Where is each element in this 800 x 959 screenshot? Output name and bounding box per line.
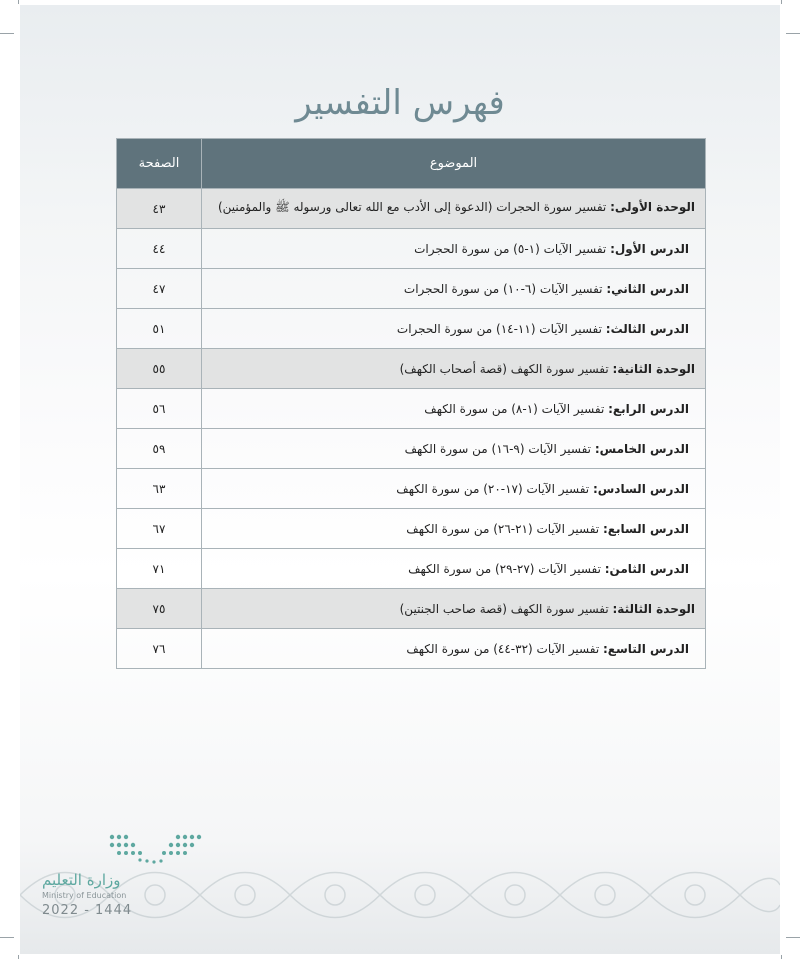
row-text: تفسير الآيات (٩-١٦) من سورة الكهف (404, 441, 595, 456)
crop-mark (18, 0, 19, 4)
row-label: الدرس الأول: (610, 241, 689, 256)
toc-row (117, 469, 706, 509)
row-topic (202, 429, 706, 469)
row-topic (202, 509, 706, 549)
crop-mark (786, 937, 800, 938)
row-topic (202, 469, 706, 509)
row-text: تفسير الآيات (١١-١٤) من سورة الحجرات (396, 321, 606, 336)
crop-mark (0, 937, 14, 938)
row-label: الدرس السادس: (592, 481, 689, 496)
row-page: ٥٦ (117, 389, 202, 429)
row-label: الدرس التاسع: (602, 641, 689, 656)
crop-mark (781, 0, 782, 4)
row-page: ٦٣ (117, 469, 202, 509)
row-page: ٦٧ (117, 509, 202, 549)
row-page: ٧١ (117, 549, 202, 589)
row-text: تفسير الآيات (٣٢-٤٤) من سورة الكهف (406, 641, 603, 656)
ministry-name: وزارة التعليم (42, 871, 121, 889)
row-topic (202, 309, 706, 349)
row-page: ٧٥ (117, 589, 202, 629)
row-topic (202, 189, 706, 229)
row-text: تفسير الآيات (٢١-٢٦) من سورة الكهف (406, 521, 603, 536)
row-text: تفسير الآيات (١-٨) من سورة الكهف (424, 401, 609, 416)
crop-mark (786, 33, 800, 34)
toc-row (117, 269, 706, 309)
row-label: الدرس الثالث: (605, 321, 689, 336)
row-topic (202, 229, 706, 269)
toc-row (117, 429, 706, 469)
toc-table (116, 138, 706, 669)
row-page: ٧٦ (117, 629, 202, 669)
row-label: الدرس الخامس: (594, 441, 689, 456)
toc-row (117, 309, 706, 349)
row-page: ٥٥ (117, 349, 202, 389)
row-text: تفسير الآيات (١-٥) من سورة الحجرات (414, 241, 611, 256)
toc-row (117, 589, 706, 629)
ministry-subtitle: Ministry of Education (42, 891, 127, 900)
row-label: الدرس السابع: (602, 521, 689, 536)
crop-mark (781, 955, 782, 959)
toc-row (117, 549, 706, 589)
row-topic (202, 389, 706, 429)
row-label: الدرس الرابع: (608, 401, 689, 416)
row-text: تفسير سورة الكهف (قصة صاحب الجنتين) (399, 601, 613, 616)
page-title: فهرس التفسير (295, 83, 505, 123)
toc-row (117, 189, 706, 229)
header-topic: الموضوع (202, 139, 706, 189)
ministry-logo-icon (108, 833, 208, 869)
crop-mark (18, 955, 19, 959)
toc-row (117, 629, 706, 669)
ministry-logo (30, 833, 230, 938)
row-topic (202, 269, 706, 309)
row-topic (202, 549, 706, 589)
row-label: الوحدة الثالثة: (612, 601, 695, 616)
row-page: ٥٩ (117, 429, 202, 469)
header-page: الصفحة (117, 139, 202, 189)
row-label: الوحدة الثانية: (612, 361, 695, 376)
row-label: الدرس الثاني: (606, 281, 689, 296)
row-label: الدرس الثامن: (604, 561, 689, 576)
toc-row (117, 349, 706, 389)
edition-year: 2022 - 1444 (42, 903, 133, 918)
row-text: تفسير الآيات (٢٧-٢٩) من سورة الكهف (408, 561, 605, 576)
row-page: ٤٣ (117, 189, 202, 229)
toc-row (117, 509, 706, 549)
row-topic (202, 589, 706, 629)
toc-row (117, 229, 706, 269)
crop-mark (0, 33, 14, 34)
toc-header-row (117, 139, 706, 189)
row-text: تفسير الآيات (١٧-٢٠) من سورة الكهف (396, 481, 593, 496)
row-page: ٥١ (117, 309, 202, 349)
row-label: الوحدة الأولى: (610, 200, 695, 214)
row-text: تفسير سورة الكهف (قصة أصحاب الكهف) (399, 361, 613, 376)
row-text: تفسير الآيات (٦-١٠) من سورة الحجرات (403, 281, 607, 296)
book-page (20, 5, 780, 954)
row-page: ٤٧ (117, 269, 202, 309)
row-topic (202, 629, 706, 669)
row-page: ٤٤ (117, 229, 202, 269)
toc-row (117, 389, 706, 429)
row-text: تفسير سورة الحجرات (الدعوة إلى الأدب مع الله تعالى ورسوله ﷺ والمؤمنين) (217, 200, 611, 214)
row-topic (202, 349, 706, 389)
